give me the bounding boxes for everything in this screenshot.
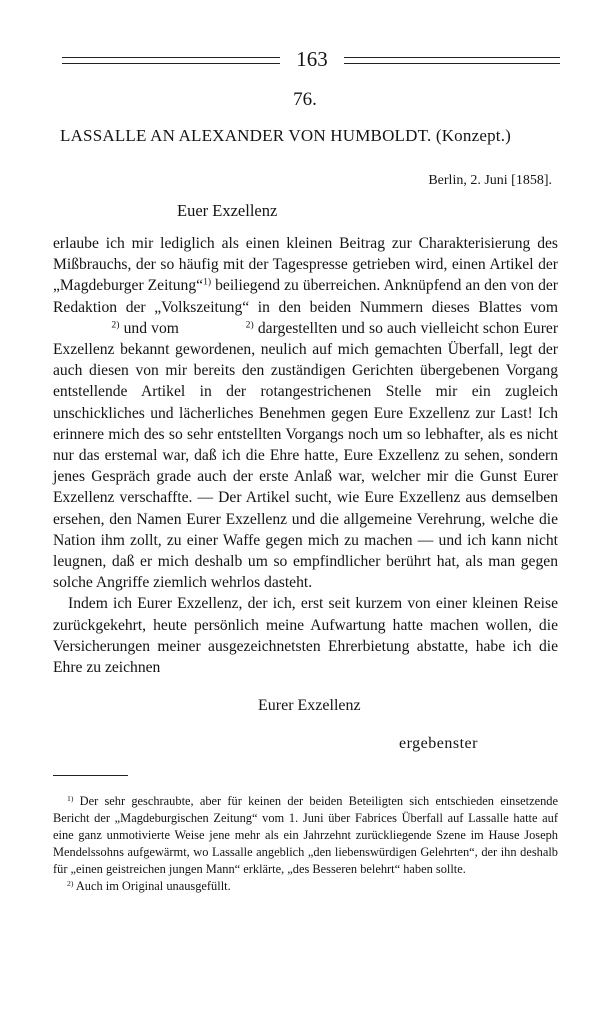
- footnotes: [53, 793, 558, 895]
- body-paragraph-2: Indem ich Eurer Exzellenz, der ich, erst seit kurzem von einer kleinen Reise zurückgekehrt, heute persönlich meine Aufwartung hatte machen wollen, die Versicherungen meiner ausgezeichnetsten Ehrerbietung abstatte, habe ich die Ehre zu zeichnen: [53, 595, 558, 677]
- header-rule-right: [344, 57, 560, 64]
- letter-title: LASSALLE AN ALEXANDER VON HUMBOLDT. (Konzept.): [60, 126, 512, 145]
- letter-body: [53, 233, 558, 678]
- paragraph-1-part-c: und vom: [119, 319, 184, 337]
- paragraph-1-part-d: dargestellten und so auch vielleicht schon Eurer Exzellenz bekannt gewordenen, neulich auf mich gemachten Überfall, legt der auch diesen von mir bereits den zuständigen Gerichten übergebenen Vorgang entstellende Artikel in der rotangestrichenen Stelle mir ein zugleich unschickliches und lächerliches Benehmen gegen Eure Exzellenz zur Last! Ich erinnere mich des so sehr entstellten Vorgangs noch um so lebhafter, als es nicht nur das erstemal war, daß ich die Ehre hatte, Eure Exzellenz zu sehen, sondern jenes Gespräch grade auch der erste Anlaß war, welcher mir die Gunst Eurer Exzellenz verschaffte. — Der Artikel sucht, wie Eure Exzellenz aus demselben ersehen, den Namen Eurer Exzellenz und die allgemeine Verehrung, welche die Nation ihm zollt, zu einer Waffe gegen mich zu machen — und ich kann nicht leugnen, daß er mich deshalb um so empfindlicher berührt hat, als man gegen solche Angriffe ziemlich wehrlos dasteht.: [53, 319, 559, 592]
- footnote-divider: [53, 775, 128, 776]
- letter-dateline: Berlin, 2. Juni [1858].: [428, 173, 552, 188]
- paragraph-1-part-b: beiliegend zu überreichen. Anknüpfend an den von der Redaktion der „Volkszeitung“ in den beiden Nummern dieses Blattes vom: [53, 277, 558, 316]
- page-number: 163: [296, 47, 328, 71]
- letter-number: 76.: [293, 89, 317, 110]
- footnote-ref-2b: 2): [245, 319, 254, 331]
- footnote-1: [53, 793, 558, 878]
- blank-date-gap: [183, 320, 246, 337]
- body-paragraph-1: [53, 233, 558, 593]
- letter-signature: ergebenster: [399, 735, 478, 752]
- page-header: [62, 46, 560, 72]
- footnote-ref-1: 1): [203, 277, 212, 289]
- letter-salutation: Euer Exzellenz: [177, 201, 278, 220]
- footnote-1-text: Der sehr geschraubte, aber für keinen der beiden Beteiligten sich entschieden einsetzende Bericht der „Magdeburgischen Zeitung“ vom 1. Juni über Fabrices Überfall auf Lassalle hatte auf eine ganz unmotivierte Weise jene mehr als ein Jahrzehnt zurückliegende Szene im Hause Joseph Mendelssohns aufgewärmt, wo Lassalle angeblich „den liebenswürdigen Gelehrten“, der ihn deshalb für „einen geistreichen jungen Mann“ erklärte, „des Besseren belehrt“ haben sollte.: [53, 794, 558, 876]
- paragraph-1-part-a: erlaube ich mir lediglich als einen kleinen Beitrag zur Charakterisierung des Mißbrauchs, der so häufig mit der Tagespresse getrieben wird, einen Artikel der „Magdeburger Zeitung“: [53, 235, 558, 295]
- footnote-2-text: Auch im Original unausgefüllt.: [73, 879, 231, 893]
- blank-date-gap: [53, 320, 111, 337]
- header-rule-left: [62, 57, 280, 64]
- footnote-1-marker: 1): [67, 793, 74, 803]
- footnote-2: [53, 878, 558, 895]
- letter-closing: Eurer Exzellenz: [258, 697, 361, 714]
- footnote-2-marker: 2): [67, 878, 74, 888]
- footnote-ref-2a: 2): [111, 319, 120, 331]
